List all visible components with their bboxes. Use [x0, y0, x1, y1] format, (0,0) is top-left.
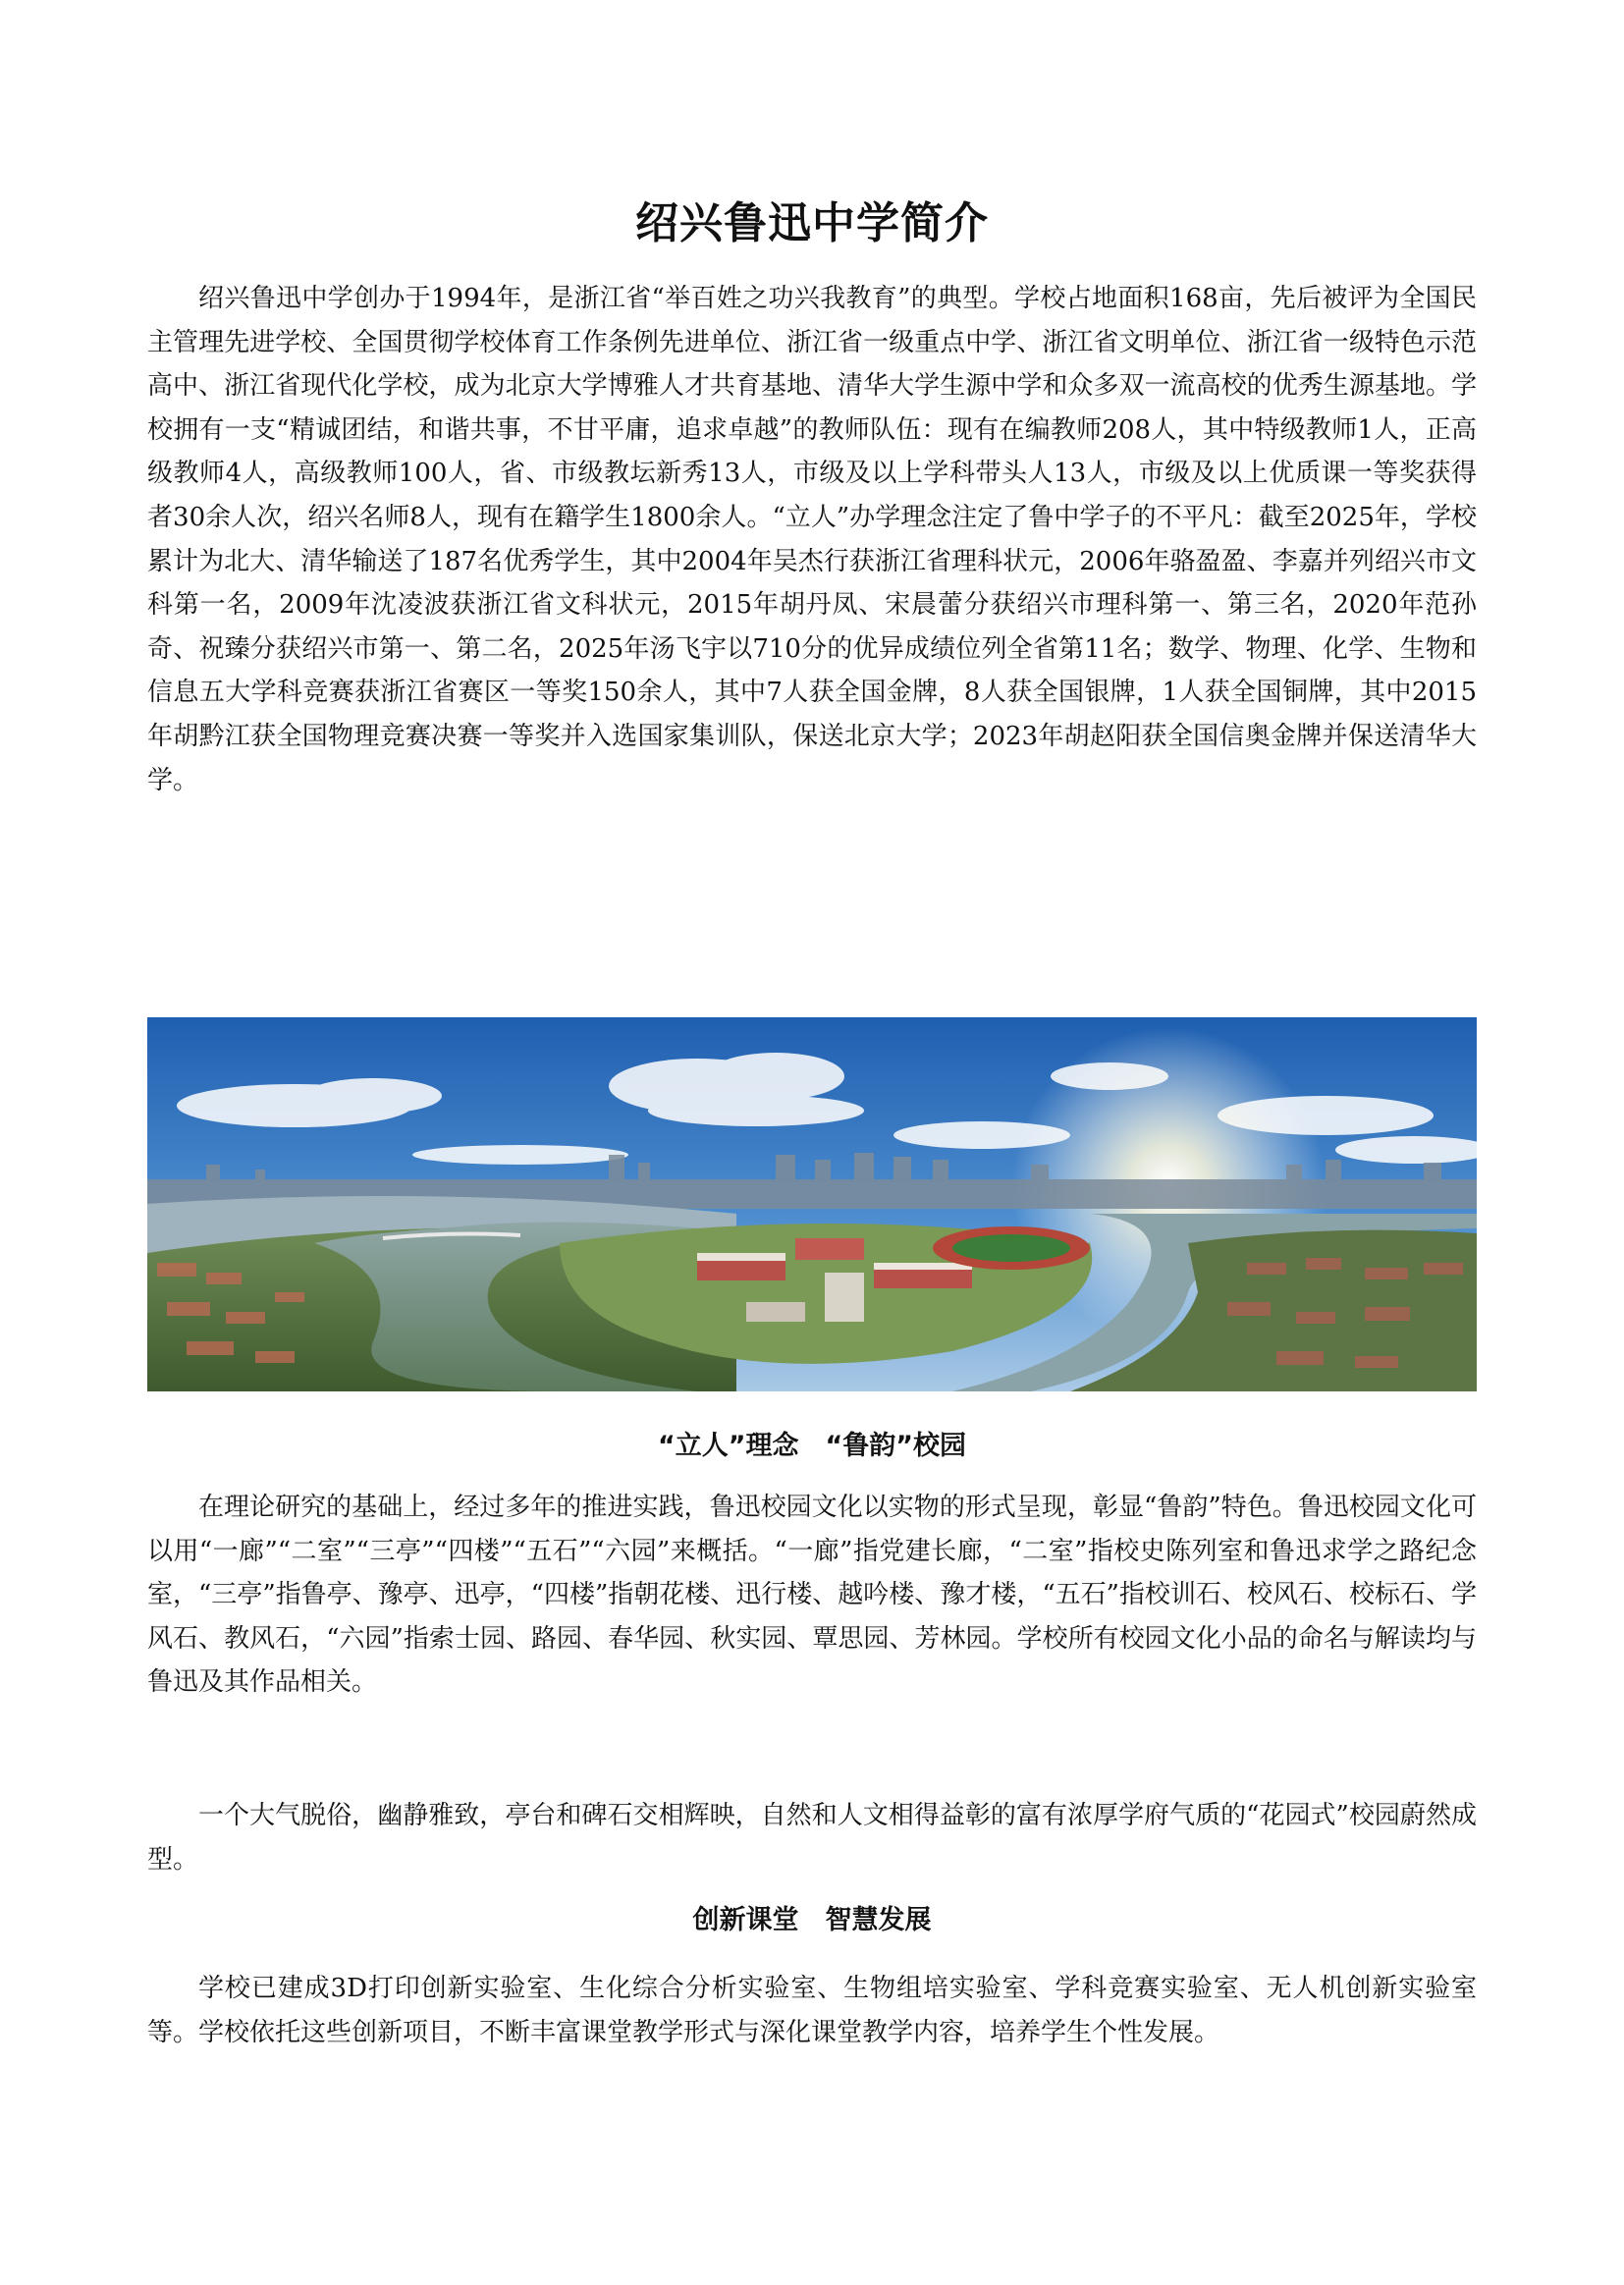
culture-heading: “立人”理念 “鲁韵”校园	[658, 1431, 966, 1461]
innovation-heading: 创新课堂 智慧发展	[692, 1905, 932, 1935]
campus-panorama-photo	[147, 1017, 1477, 1391]
document-title: 绍兴鲁迅中学简介	[635, 198, 989, 248]
culture-paragraph: 在理论研究的基础上，经过多年的推进实践，鲁迅校园文化以实物的形式呈现，彰显“鲁韵”特色。鲁迅校园文化可以用“一廊”“二室”“三亭”“四楼”“五石”“六园”来概括。“一廊”指党建长廊，“二室”指校史陈列室和鲁迅求学之路纪念室，“三亭”指鲁亭、豫亭、迅亭，“四楼”指朝花楼、迅行楼、越吟楼、豫才楼，“五石”指校训石、校风石、校标石、学风石、教风石，“六园”指索士园、路园、春华园、秋实园、覃思园、芳林园。学校所有校园文化小品的命名与解读均与鲁迅及其作品相关。	[147, 1493, 1477, 1698]
garden-paragraph: 一个大气脱俗，幽静雅致，亭台和碑石交相辉映，自然和人文相得益彰的富有浓厚学府气质的“花园式”校园蔚然成型。	[147, 1801, 1477, 1875]
intro-paragraph: 绍兴鲁迅中学创办于1994年，是浙江省“举百姓之功兴我教育”的典型。学校占地面积168亩，先后被评为全国民主管理先进学校、全国贯彻学校体育工作条例先进单位、浙江省一级重点中学、浙江省文明单位、浙江省一级特色示范高中、浙江省现代化学校，成为北京大学博雅人才共育基地、清华大学生源中学和众多双一流高校的优秀生源基地。学校拥有一支“精诚团结，和谐共事，不甘平庸，追求卓越”的教师队伍：现有在编教师208人，其中特级教师1人，正高级教师4人，高级教师100人，省、市级教坛新秀13人，市级及以上学科带头人13人，市级及以上优质课一等奖获得者30余人次，绍兴名师8人，现有在籍学生1800余人。“立人”办学理念注定了鲁中学子的不平凡：截至2025年，学校累计为北大、清华输送了187名优秀学生，其中2004年吴杰行获浙江省理科状元，2006年骆盈盈、李嘉并列绍兴市文科第一名，2009年沈凌波获浙江省文科状元，2015年胡丹凤、宋晨蕾分获绍兴市理科第一、第三名，2020年范孙奇、祝臻分获绍兴市第一、第二名，2025年汤飞宇以710分的优异成绩位列全省第11名；数学、物理、化学、生物和信息五大学科竞赛获浙江省赛区一等奖150余人，其中7人获全国金牌，8人获全国银牌，1人获全国铜牌，其中2015年胡黔江获全国物理竞赛决赛一等奖并入选国家集训队，保送北京大学；2023年胡赵阳获全国信奥金牌并保送清华大学。	[147, 284, 1477, 795]
innovation-paragraph: 学校已建成3D打印创新实验室、生化综合分析实验室、生物组培实验室、学科竞赛实验室、无人机创新实验室等。学校依托这些创新项目，不断丰富课堂教学形式与深化课堂教学内容，培养学生个性发展。	[147, 1974, 1477, 2047]
